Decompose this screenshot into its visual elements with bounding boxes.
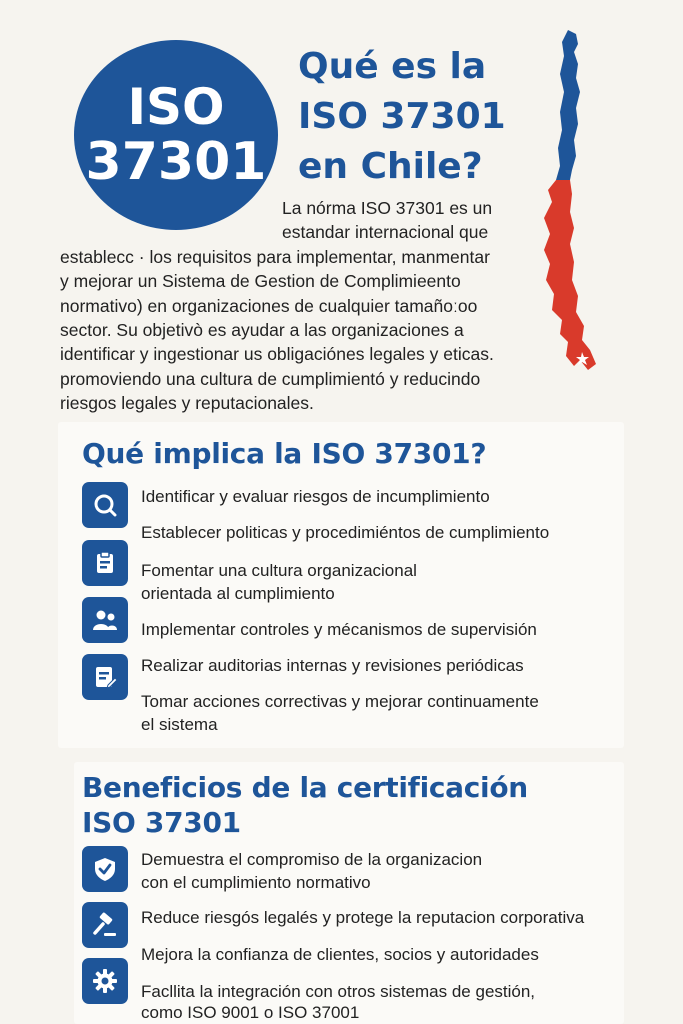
intro-line: La nórma ISO 37301 es un [282, 198, 493, 218]
intro-line: sector. Su objetivò es ayudar a las organizaciones a [60, 320, 464, 341]
benefit-item: con el cumplimiento normativo [141, 873, 371, 892]
document-edit-icon [82, 654, 128, 700]
implication-item: Fomentar una cultura organizacional [141, 561, 417, 580]
implication-item: orientada al cumplimiento [141, 584, 335, 603]
benefit-item: como ISO 9001 o ISO 37001 [141, 1003, 360, 1022]
implication-item: Establecer politicas y procedimiéntos de cumplimiento [141, 523, 550, 542]
people-icon [82, 597, 128, 643]
implication-item: Tomar acciones correctivas y mejorar continuamente [141, 692, 539, 711]
intro-line: y mejorar un Sistema de Gestion de Complimieento [60, 271, 461, 292]
benefit-item: Demuestra el compromiso de la organizacion [141, 850, 483, 869]
clipboard-icon [82, 540, 128, 586]
implication-item: Implementar controles y mécanismos de supervisión [141, 620, 537, 639]
benefits-title-line-2: ISO 37301 [82, 806, 241, 839]
implication-item: el sistema [141, 715, 218, 734]
intro-line: riesgos legales y reputacionales. [60, 393, 314, 414]
implication-item: Realizar auditorias internas y revisiones periódicas [141, 656, 524, 675]
gavel-icon [82, 902, 128, 948]
intro-paragraph [60, 196, 530, 416]
chile-map-south [544, 180, 596, 370]
benefit-item: Reduce riesgós legalés y protege la reputacion corporativa [141, 908, 585, 927]
intro-line: establecc · los requisitos para implementar, manmentar [60, 246, 490, 267]
hero-title-line-1: Qué es la [298, 46, 487, 87]
hero-title-line-3: en Chile? [298, 146, 483, 187]
benefits-title-line-1: Beneficios de la certificación [82, 771, 528, 804]
badge-line-1: ISO [127, 78, 225, 136]
badge-line-2: 37301 [85, 132, 267, 192]
intro-line: identificar y ingestionar us obligaciónes legales y eticas. [60, 344, 494, 365]
chile-map-north [556, 30, 580, 180]
intro-line: promoviendo una cultura de cumplimientó y reducindo [60, 368, 481, 389]
gear-icon [82, 958, 128, 1004]
benefit-item: Mejora la confianza de clientes, socios y autoridades [141, 945, 539, 964]
implications-title: Qué implica la ISO 37301? [82, 437, 487, 470]
benefits-title [82, 770, 582, 840]
shield-check-icon [82, 846, 128, 892]
hero-title-line-2: ISO 37301 [298, 96, 506, 137]
implication-item: Identificar y evaluar riesgos de incumplimiento [141, 487, 490, 506]
chile-map-icon [530, 30, 600, 380]
benefit-item: Facllita la integración con otros sistemas de gestión, [141, 982, 536, 1001]
search-icon [82, 482, 128, 528]
intro-line: normativo) en organizaciones de cualquier tamañoːoo [60, 295, 478, 316]
intro-line: estandar internacional que [282, 222, 489, 243]
hero-title [298, 42, 538, 192]
